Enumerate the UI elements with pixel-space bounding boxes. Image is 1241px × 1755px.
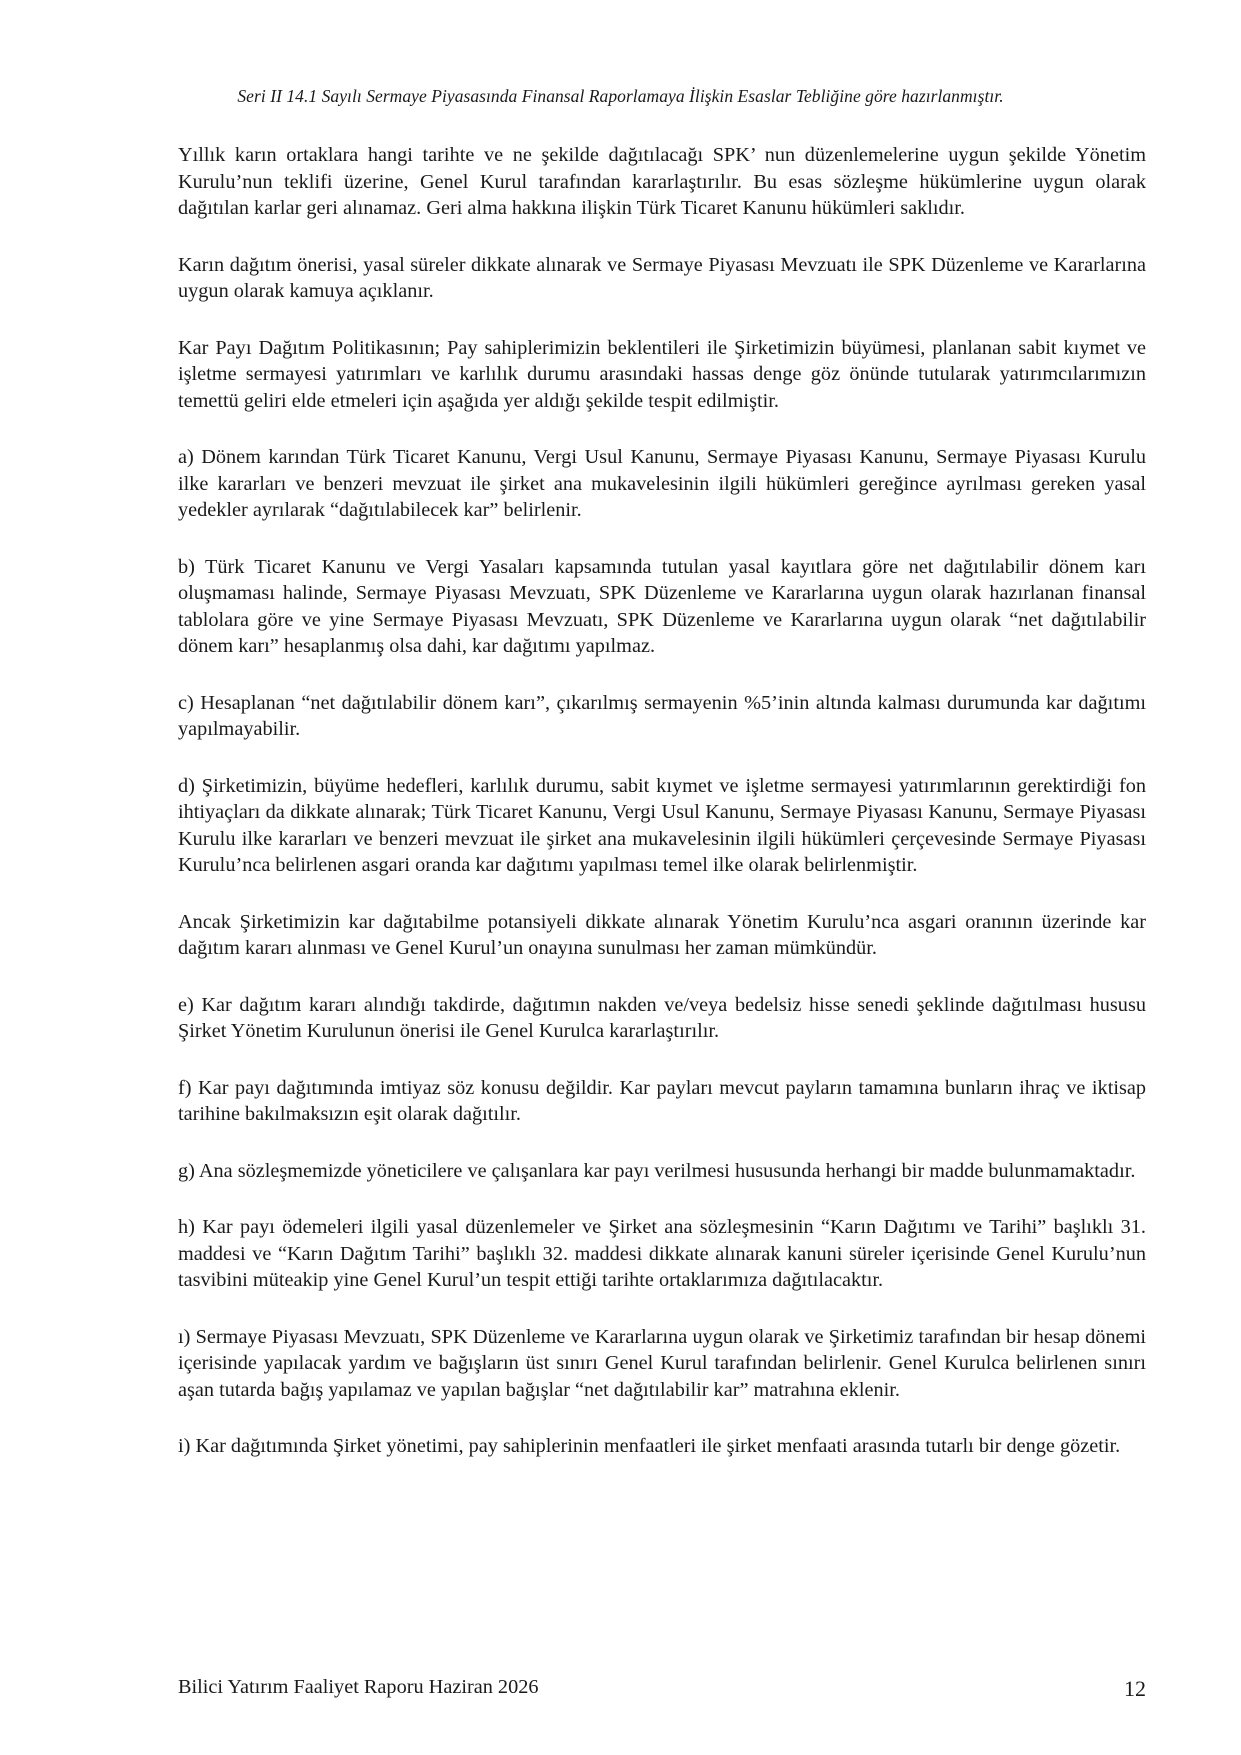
paragraph-distribution-proposal: Karın dağıtım önerisi, yasal süreler dikkate alınarak ve Sermaye Piyasası Mevzuatı ile SPK Düzenleme ve Kararlarına uygun olarak kamuya açıklanır. [178,253,1146,302]
document-body [178,142,1146,1490]
paragraph-dividend-policy-intro: Kar Payı Dağıtım Politikasının; Pay sahiplerimizin beklentileri ile Şirketimizin büyümesi, planlanan sabit kıymet ve işletme sermayesi yatırımları ve karlılık durumu arasındaki hassas denge göz önünde tutularak yatırımcılarımızın temettü geliri elde etmeleri için aşağıda yer aldığı şekilde tespit edilmiştir. [178,336,1146,412]
paragraph-item-i: i) Kar dağıtımında Şirket yönetimi, pay sahiplerinin menfaatleri ile şirket menfaati arasında tutarlı bir denge gözetir. [178,1435,1121,1457]
page-number: 12 [1124,1676,1146,1701]
paragraph-item-e: e) Kar dağıtım kararı alındığı takdirde, dağıtımın nakden ve/veya bedelsiz hisse senedi şeklinde dağıtılması hususu Şirket Yönetim Kurulunun önerisi ile Genel Kurulca kararlaştırılır. [178,993,1146,1042]
paragraph-item-d-continued: Ancak Şirketimizin kar dağıtabilme potansiyeli dikkate alınarak Yönetim Kurulu’nca asgari oranının üzerinde kar dağıtım kararı alınması ve Genel Kurul’un onayına sunulması her zaman mümkündür. [178,910,1146,959]
paragraph-item-f: f) Kar payı dağıtımında imtiyaz söz konusu değildir. Kar payları mevcut payların tamamına bunların ihraç ve iktisap tarihine bakılmaksızın eşit olarak dağıtılır. [178,1076,1146,1125]
paragraph-item-dotless-i: ı) Sermaye Piyasası Mevzuatı, SPK Düzenleme ve Kararlarına uygun olarak ve Şirketimiz tarafından bir hesap dönemi içerisinde yapılacak yardım ve bağışların üst sınırı Genel Kurul tarafından belirlenir. Genel Kurulca belirlenen sınırı aşan tutarda bağış yapılamaz ve yapılan bağışlar “net dağıtılabilir kar” matrahına eklenir. [178,1325,1146,1401]
paragraph-item-d: d) Şirketimizin, büyüme hedefleri, karlılık durumu, sabit kıymet ve işletme sermayesi yatırımlarının gerektirdiği fon ihtiyaçları da dikkate alınarak; Türk Ticaret Kanunu, Vergi Usul Kanunu, Sermaye Piyasası Kanunu, Sermaye Piyasası Kurulu ilke kararları ve benzeri mevzuat ile şirket ana mukavelesinin ilgili hükümleri çerçevesinde Sermaye Piyasası Kurulu’nca belirlenen asgari oranda kar dağıtımı yapılması temel ilke olarak belirlenmiştir. [178,774,1146,876]
paragraph-profit-distribution-timing: Yıllık karın ortaklara hangi tarihte ve ne şekilde dağıtılacağı SPK’ nun düzenlemelerine uygun şekilde Yönetim Kurulu’nun teklifi üzerine, Genel Kurul tarafından kararlaştırılır. Bu esas sözleşme hükümlerine uygun olarak dağıtılan karlar geri alınamaz. Geri alma hakkına ilişkin Türk Ticaret Kanunu hükümleri saklıdır. [178,144,1146,219]
paragraph-item-c: c) Hesaplanan “net dağıtılabilir dönem karı”, çıkarılmış sermayenin %5’inin altında kalması durumunda kar dağıtımı yapılmayabilir. [178,691,1146,740]
paragraph-item-g: g) Ana sözleşmemizde yöneticilere ve çalışanlara kar payı verilmesi hususunda herhangi bir madde bulunmamaktadır. [178,1159,1136,1182]
footer-report-title: Bilici Yatırım Faaliyet Raporu Haziran 2026 [178,1676,539,1698]
paragraph-item-h: h) Kar payı ödemeleri ilgili yasal düzenlemeler ve Şirket ana sözleşmesinin “Karın Dağıtımı ve Tarihi” başlıklı 31. maddesi ve “Karın Dağıtım Tarihi” başlıklı 32. maddesi dikkate alınarak kanuni süreler içerisinde Genel Kurulu’nun tasvibini müteakip yine Genel Kurul’un tespit ettiği tarihte ortaklarımıza dağıtılacaktır. [178,1216,1146,1291]
paragraph-item-a: a) Dönem karından Türk Ticaret Kanunu, Vergi Usul Kanunu, Sermaye Piyasası Kanunu, Sermaye Piyasası Kurulu ilke kararları ve benzeri mevzuat ile şirket ana mukavelesinin ilgili hükümleri gereğince ayrılması gereken yasal yedekler ayrılarak “dağıtılabilecek kar” belirlenir. [178,446,1146,521]
paragraph-item-b: b) Türk Ticaret Kanunu ve Vergi Yasaları kapsamında tutulan yasal kayıtlara göre net dağıtılabilir dönem karı oluşmaması halinde, Sermaye Piyasası Mevzuatı, SPK Düzenleme ve Kararlarına uygun olarak hazırlanan finansal tablolara göre ve yine Sermaye Piyasası Mevzuatı, SPK Düzenleme ve Kararlarına uygun olarak “net dağıtılabilir dönem karı” hesaplanmış olsa dahi, kar dağıtımı yapılmaz. [178,555,1146,657]
page-header: Seri II 14.1 Sayılı Sermaye Piyasasında Finansal Raporlamaya İlişkin Esaslar Tebliğine göre hazırlanmıştır. [237,86,1004,106]
